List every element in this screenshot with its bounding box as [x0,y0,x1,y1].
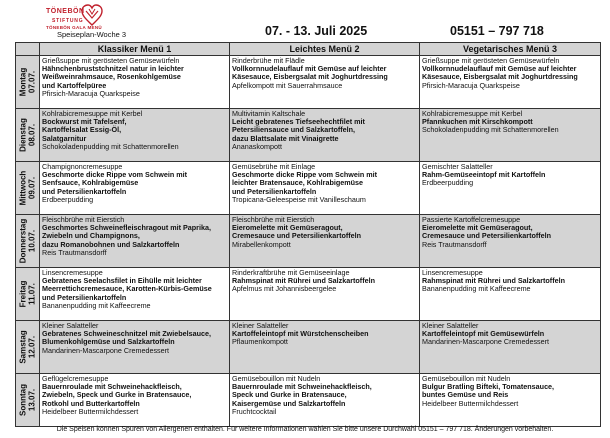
side-dish-line: Bananenpudding mit Kaffeecreme [42,300,151,310]
day-label [19,68,36,96]
main-dish-line: Eieromelette mit Gemüseragout, [232,223,343,233]
side-dish-line: Kleiner Salatteller [232,321,289,330]
page-header [0,0,610,44]
menu-cell-1 [40,109,230,162]
day-name: Mittwoch [18,170,27,206]
day-row [16,268,601,321]
main-dish-line: Bulgur Bratling Bifteki, Tomatensauce, [422,382,555,392]
menu-cell-3 [420,374,601,427]
main-dish-line: dazu Romanobohnen und Salzkartoffeln [42,239,180,249]
side-dish-line: Mandarinen-Mascarpone Cremedessert [42,345,170,355]
main-dish-line: und Petersilienkartoffeln [42,292,127,302]
day-date: 07.07. [26,70,36,94]
main-dish-line: Geschmorte dicke Rippe vom Schwein mit [42,170,187,180]
day-name: Dienstag [18,118,27,152]
day-label [19,219,36,263]
day-name: Sonntag [18,384,27,416]
main-dish-line: Käsesauce, Eisbergsalat mit Joghurtdressing [232,72,388,82]
main-dish-line: dazu Blattsalate mit Vinaigrette [232,133,339,143]
day-row [16,374,601,427]
side-dish-line: Grießsuppe mit gerösteten Gemüsewürfeln [42,56,180,65]
side-dish-line: Fleischbrühe mit Eierstich [232,215,315,224]
main-dish-line: Pfannkuchen mit Kirschkompott [422,117,533,127]
menu-cell-3 [420,162,601,215]
menu-cell-3 [420,268,601,321]
side-dish-line: Kleiner Salatteller [422,321,479,330]
side-dish-line: Fruchtcocktail [232,406,277,416]
day-cell [16,56,40,109]
day-date: 13.07. [26,388,36,412]
day-cell [16,162,40,215]
side-dish-line: Reis Trautmansdorff [422,239,487,249]
side-dish-line: Bananenpudding mit Kaffeecreme [422,284,531,294]
column-header-menu3: Vegetarisches Menü 3 [420,43,601,56]
side-dish-line: Heidelbeer Buttermilchdessert [42,406,139,416]
day-name: Freitag [18,280,27,308]
day-date: 10.07. [26,229,36,253]
main-dish-line: und Petersilienkartoffeln [232,186,317,196]
logo-subtitle: STIFTUNG [52,18,84,24]
main-dish-line: leichter Bratensauce, Kohlrabigemüse [232,178,364,188]
logo-name: TÖNEBÖN [46,8,85,15]
menu-cell-1 [40,268,230,321]
main-dish-line: Rahmspinat mit Rührei und Salzkartoffeln [232,276,375,286]
day-date: 11.07. [26,283,36,305]
menu-cell-2 [230,321,420,374]
day-label [19,171,36,206]
main-dish-line: Senfsauce, Kohlrabigemüse [42,178,139,188]
day-cell [16,321,40,374]
side-dish-line: Mirabellenkompott [232,239,291,249]
day-row [16,321,601,374]
menu-cell-1 [40,215,230,268]
menu-cell-3 [420,321,601,374]
logo-tagline: TÖNEBÖN GALA MENÜ [46,25,102,30]
main-dish-line: Eieromelette mit Gemüseragout, [422,223,533,233]
side-dish-line: Schokoladenpudding mit Schattenmorellen [422,125,559,135]
menu-cell-3 [420,56,601,109]
main-dish-line: Salatgarnitur [42,133,87,143]
week-label: Speiseplan-Woche 3 [57,30,127,39]
day-name: Montag [18,67,27,97]
main-dish-line: Gebratenes Seelachsfilet in Eihülle mit leichter [42,276,202,286]
main-dish-line: und Petersilienkartoffeln [42,186,127,196]
main-dish-line: Leicht gebratenes Tiefseehechtfilet mit [232,117,365,127]
side-dish-line: Gemüsebouillon mit Nudeln [422,374,511,383]
main-dish-line: Petersiliensauce und Salzkartoffeln, [232,125,356,135]
menu-cell-3 [420,109,601,162]
day-date: 09.07. [26,176,36,200]
side-dish-line: Gemüsebouillon mit Nudeln [232,374,321,383]
column-header-menu1: Klassiker Menü 1 [40,43,230,56]
side-dish-line: Kleiner Salatteller [42,321,99,330]
main-dish-line: buntes Gemüse und Reis [422,390,509,400]
day-cell [16,215,40,268]
side-dish-line: Geflügelcremesuppe [42,374,109,383]
menu-cell-1 [40,321,230,374]
main-dish-line: Kartoffeleintopf mit Würstchenscheiben [232,329,369,339]
day-date: 08.07. [26,123,36,147]
side-dish-line: Gemischter Salatteller [422,162,493,171]
day-label [19,384,36,416]
side-dish-line: Fleischbrühe mit Eierstich [42,215,125,224]
main-dish-line: Rahm-Gemüseeintopf mit Kartoffeln [422,170,546,180]
side-dish-line: Champignoncremesuppe [42,162,123,171]
main-dish-line: Gebratenes Schweineschnitzel mit Zwiebelsauce, [42,329,211,339]
main-dish-line: Speck und Gurke in Bratensauce, [232,390,347,400]
main-dish-line: Vollkornnudelauflauf mit Gemüse auf leichter [422,64,577,74]
day-cell [16,374,40,427]
day-label [19,118,36,152]
day-column-header [16,43,40,56]
menu-table [15,42,601,427]
main-dish-line: Hähnchenbruststchnitzel natur in leichter [42,64,184,74]
day-cell [16,268,40,321]
side-dish-line: Pfirsich-Maracuja Quarkspeise [422,80,520,90]
main-dish-line: Geschmortes Schweinefleischragout mit Paprika, [42,223,211,233]
allergen-note: Die Speisen können Spuren von Allergenen enthalten. Für weitere Informationen wählen Sie bitte unsere Durchwahl 05151 – 797 718. Änderungen vorbehalten. [56,426,554,433]
side-dish-line: Schokoladenpudding mit Schattenmorellen [42,141,179,151]
day-name: Donnerstag [18,218,27,264]
side-dish-line: Mandarinen-Mascarpone Cremedessert [422,337,550,347]
menu-cell-2 [230,162,420,215]
side-dish-line: Pfirsich-Maracuja Quarkspeise [42,88,140,98]
main-dish-line: Geschmorte dicke Rippe vom Schwein mit [232,170,377,180]
menu-cell-1 [40,374,230,427]
main-dish-line: Weißweinrahmsauce, Rosenkohlgemüse [42,72,181,82]
heart-ribbon-icon [81,3,103,27]
menu-cell-2 [230,56,420,109]
day-name: Samstag [18,330,27,364]
side-dish-line: Heidelbeer Buttermilchdessert [422,398,519,408]
side-dish-line: Linsencremesuppe [422,268,483,277]
phone-number: 05151 – 797 718 [450,24,544,38]
main-dish-line: Cremesauce und Petersilienkartoffeln [232,231,362,241]
day-row [16,109,601,162]
menu-cell-2 [230,109,420,162]
main-dish-line: Kartoffelsalat Essig-Öl, [42,125,122,135]
main-dish-line: Bauernroulade mit Schweinehackfleisch, [232,382,372,392]
day-date: 12.07. [26,335,36,359]
menu-cell-2 [230,374,420,427]
side-dish-line: Ananaskompott [232,141,282,151]
side-dish-line: Apfelkompott mit Sauerrahmsauce [232,80,343,90]
day-row [16,56,601,109]
main-dish-line: und Kartoffelpüree [42,80,107,90]
main-dish-line: Kartoffeleintopf mit Gemüsewürfeln [422,329,545,339]
main-dish-line: Bauernroulade mit Schweinehackfleisch, [42,382,182,392]
side-dish-line: Grießsuppe mit gerösteten Gemüsewürfeln [422,56,560,65]
main-dish-line: Rahmspinat mit Rührei und Salzkartoffeln [422,276,565,286]
day-label [19,281,36,308]
main-dish-line: Bockwurst mit Tafelsenf, [42,117,127,127]
main-dish-line: Blumenkohlgemüse und Salzkartoffeln [42,337,175,347]
main-dish-line: Kaisergemüse und Salzkartoffeln [232,398,346,408]
day-row [16,162,601,215]
main-dish-line: Zwiebeln, Speck und Gurke in Bratensauce, [42,390,192,400]
side-dish-line: Gemüsebrühe mit Einlage [232,162,316,171]
side-dish-line: Linsencremesuppe [42,268,103,277]
side-dish-line: Kohlrabicremesuppe mit Kerbel [422,109,523,118]
side-dish-line: Kohlrabicremesuppe mit Kerbel [42,109,143,118]
date-range: 07. - 13. Juli 2025 [265,24,368,38]
side-dish-line: Multivitamin Kaltschale [232,109,306,118]
side-dish-line: Passierte Kartoffelcremesuppe [422,215,521,224]
main-dish-line: Vollkornnudelauflauf mit Gemüse auf leichter [232,64,387,74]
day-label [19,330,36,363]
side-dish-line: Erdbeerpudding [422,178,474,188]
side-dish-line: Pflaumenkompott [232,337,288,347]
main-dish-line: Cremesauce und Petersilienkartoffeln [422,231,552,241]
main-dish-line: Rotkohl und Butterkartoffeln [42,398,140,408]
menu-cell-3 [420,215,601,268]
menu-cell-1 [40,56,230,109]
main-dish-line: Käsesauce, Eisbergsalat mit Joghurtdressing [422,72,578,82]
main-dish-line: Zwiebeln und Champignons, [42,231,140,241]
day-row [16,215,601,268]
side-dish-line: Tropicana-Geleespeise mit Vanilleschaum [232,194,366,204]
menu-cell-2 [230,215,420,268]
side-dish-line: Rinderbrühe mit Flädle [232,56,305,65]
column-header-menu2: Leichtes Menü 2 [230,43,420,56]
side-dish-line: Erdbeerpudding [42,194,94,204]
day-cell [16,109,40,162]
side-dish-line: Reis Trautmansdorff [42,247,107,257]
side-dish-line: Apfelmus mit Johannisbeergelee [232,284,337,294]
menu-cell-2 [230,268,420,321]
side-dish-line: Rinderkraftbrühe mit Gemüseeinlage [232,268,350,277]
column-header-row [16,43,601,56]
main-dish-line: Meerrettichcremesauce, Karotten-Kürbis-Gemüse [42,284,212,294]
menu-cell-1 [40,162,230,215]
